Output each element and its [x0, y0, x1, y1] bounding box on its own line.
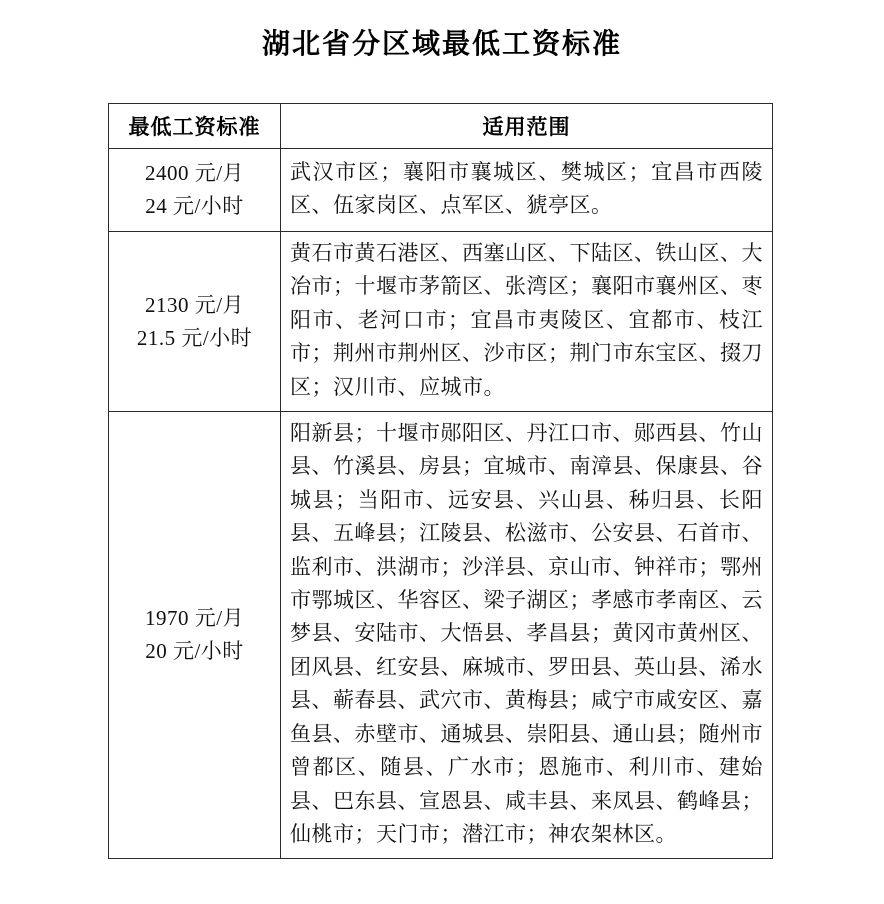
wage-standard-cell — [109, 412, 281, 859]
table-row — [109, 232, 773, 412]
wage-standard-cell — [109, 232, 281, 412]
minimum-wage-table — [108, 103, 773, 859]
table-row — [109, 412, 773, 859]
table-header-row — [109, 104, 773, 149]
column-header-wage-standard: 最低工资标准 — [109, 104, 281, 149]
wage-standard-cell — [109, 149, 281, 232]
wage-monthly-value: 2130 元/月 — [144, 292, 245, 317]
table-row — [109, 149, 773, 232]
wage-hourly-value: 20 元/小时 — [145, 639, 244, 664]
applicable-scope-cell: 黄石市黄石港区、西塞山区、下陆区、铁山区、大冶市；十堰市茅箭区、张湾区；襄阳市襄州区、枣阳市、老河口市；宜昌市夷陵区、宜都市、枝江市；荆州市荆州区、沙市区；荆门市东宝区、掇刀区；汉川市、应城市。 — [281, 232, 773, 412]
page-title: 湖北省分区域最低工资标准 — [261, 28, 622, 59]
wage-monthly-value: 1970 元/月 — [144, 606, 245, 631]
applicable-scope-cell: 阳新县；十堰市郧阳区、丹江口市、郧西县、竹山县、竹溪县、房县；宜城市、南漳县、保康县、谷城县；当阳市、远安县、兴山县、秭归县、长阳县、五峰县；江陵县、松滋市、公安县、石首市、监利市、洪湖市；沙洋县、京山市、钟祥市；鄂州市鄂城区、华容区、梁子湖区；孝感市孝南区、云梦县、安陆市、大悟县、孝昌县；黄冈市黄州区、团风县、红安县、麻城市、罗田县、英山县、浠水县、蕲春县、武穴市、黄梅县；咸宁市咸安区、嘉鱼县、赤壁市、通城县、崇阳县、通山县；随州市曾都区、随县、广水市；恩施市、利川市、建始县、巴东县、宣恩县、咸丰县、来凤县、鹤峰县；仙桃市；天门市；潜江市；神农架林区。 — [281, 412, 773, 859]
column-header-applicable-scope: 适用范围 — [281, 104, 773, 149]
applicable-scope-cell: 武汉市区；襄阳市襄城区、樊城区；宜昌市西陵区、伍家岗区、点军区、猇亭区。 — [281, 149, 773, 232]
wage-hourly-value: 21.5 元/小时 — [136, 325, 253, 350]
wage-hourly-value: 24 元/小时 — [145, 194, 244, 218]
wage-monthly-value: 2400 元/月 — [144, 161, 245, 185]
